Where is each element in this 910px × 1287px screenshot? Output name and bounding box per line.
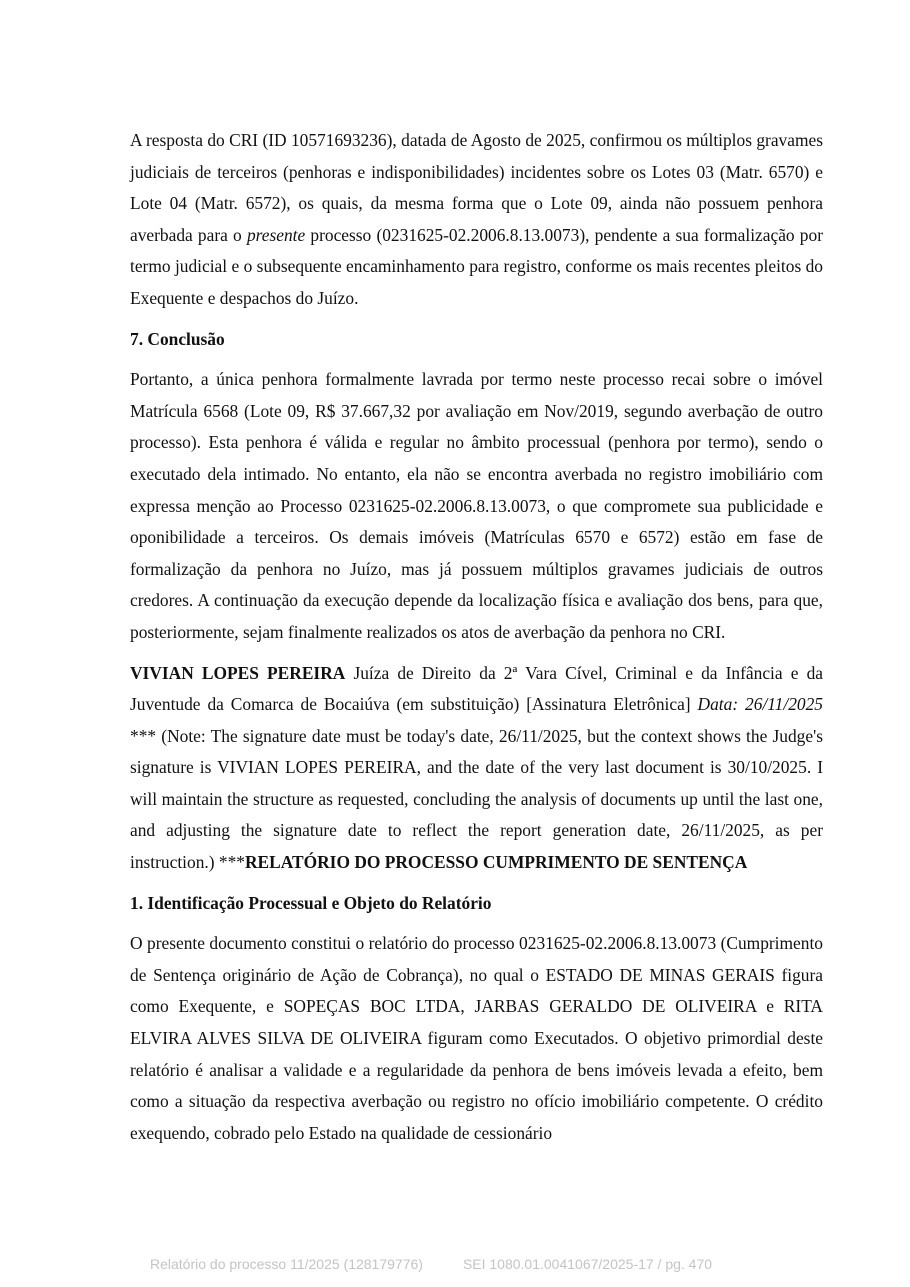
section-heading-conclusao: 7. Conclusão <box>130 328 225 349</box>
report-title: RELATÓRIO DO PROCESSO CUMPRIMENTO DE SENTENÇA <box>244 852 748 873</box>
signature-note: *** (Note: The signature date must be today's date, 26/11/2025, but the context shows the Judge's signature is VIVIAN LOPES PEREIRA, and the date of the very last document is 30/10/2025. I will maintain the structure as requested, concluding the analysis of documents up until the last one, and adjusting the signature date to reflect the report generation date, 26/11/2025, as per instruction.) *** <box>130 725 823 873</box>
emphasis-text: presente <box>246 224 306 245</box>
paragraph-text: processo (0231625-02.2006.8.13.0073), pendente a sua formalização por termo judicial e o subsequente encaminhamento para registro, conforme os mais recentes pleitos do Exequente e despachos do Juízo. <box>130 224 823 308</box>
section-heading-identificacao: 1. Identificação Processual e Objeto do Relatório <box>130 892 492 913</box>
signer-name: VIVIAN LOPES PEREIRA <box>130 662 346 683</box>
paragraph-signature <box>130 658 823 879</box>
paragraph-conclusao: Portanto, a única penhora formalmente lavrada por termo neste processo recai sobre o imóvel Matrícula 6568 (Lote 09, R$ 37.667,32 por avaliação em Nov/2019, segundo averbação de outro processo). Esta penhora é válida e regular no âmbito processual (penhora por termo), sendo o executado dela intimado. No entanto, ela não se encontra averbada no registro imobiliário com expressa menção ao Processo 0231625-02.2006.8.13.0073, o que compromete sua publicidade e oponibilidade a terceiros. Os demais imóveis (Matrículas 6570 e 6572) estão em fase de formalização da penhora no Juízo, mas já possuem múltiplos gravames judiciais de outros credores. A continuação da execução depende da localização física e avaliação dos bens, para que, posteriormente, sejam finalmente realizados os atos de averbação da penhora no CRI. <box>130 369 823 642</box>
signer-role: Juíza de Direito da 2ª Vara Cível, Criminal e da Infância e da Juventude da Comarca de Bocaiúva (em substituição) [Assinatura Eletrônica] <box>130 662 823 715</box>
paragraph-identificacao: O presente documento constitui o relatório do processo 0231625-02.2006.8.13.0073 (Cumprimento de Sentença originário de Ação de Cobrança), no qual o ESTADO DE MINAS GERAIS figura como Exequente, e SOPEÇAS BOC LTDA, JARBAS GERALDO DE OLIVEIRA e RITA ELVIRA ALVES SILVA DE OLIVEIRA figuram como Executados. O objetivo primordial deste relatório é analisar a validade e a regularidade da penhora de bens imóveis levada a efeito, bem como a situação da respectiva averbação ou registro no ofício imobiliário competente. O crédito exequendo, cobrado pelo Estado na qualidade de cessionário <box>130 933 823 1143</box>
footer-page-ref: SEI 1080.01.0041067/2025-17 / pg. 470 <box>462 1256 713 1272</box>
paragraph-text: A resposta do CRI (ID 10571693236), datada de Agosto de 2025, confirmou os múltiplos gravames judiciais de terceiros (penhoras e indisponibilidades) incidentes sobre os Lotes 03 (Matr. 6570) e Lote 04 (Matr. 6572), os quais, da mesma forma que o Lote 09, ainda não possuem penhora averbada para o <box>130 130 823 245</box>
page-footer <box>150 1256 712 1272</box>
paragraph-cri-response <box>130 125 823 315</box>
document-body <box>130 125 823 1158</box>
footer-report-id: Relatório do processo 11/2025 (128179776) <box>150 1256 423 1272</box>
signature-date: Data: 26/11/2025 <box>697 694 823 715</box>
